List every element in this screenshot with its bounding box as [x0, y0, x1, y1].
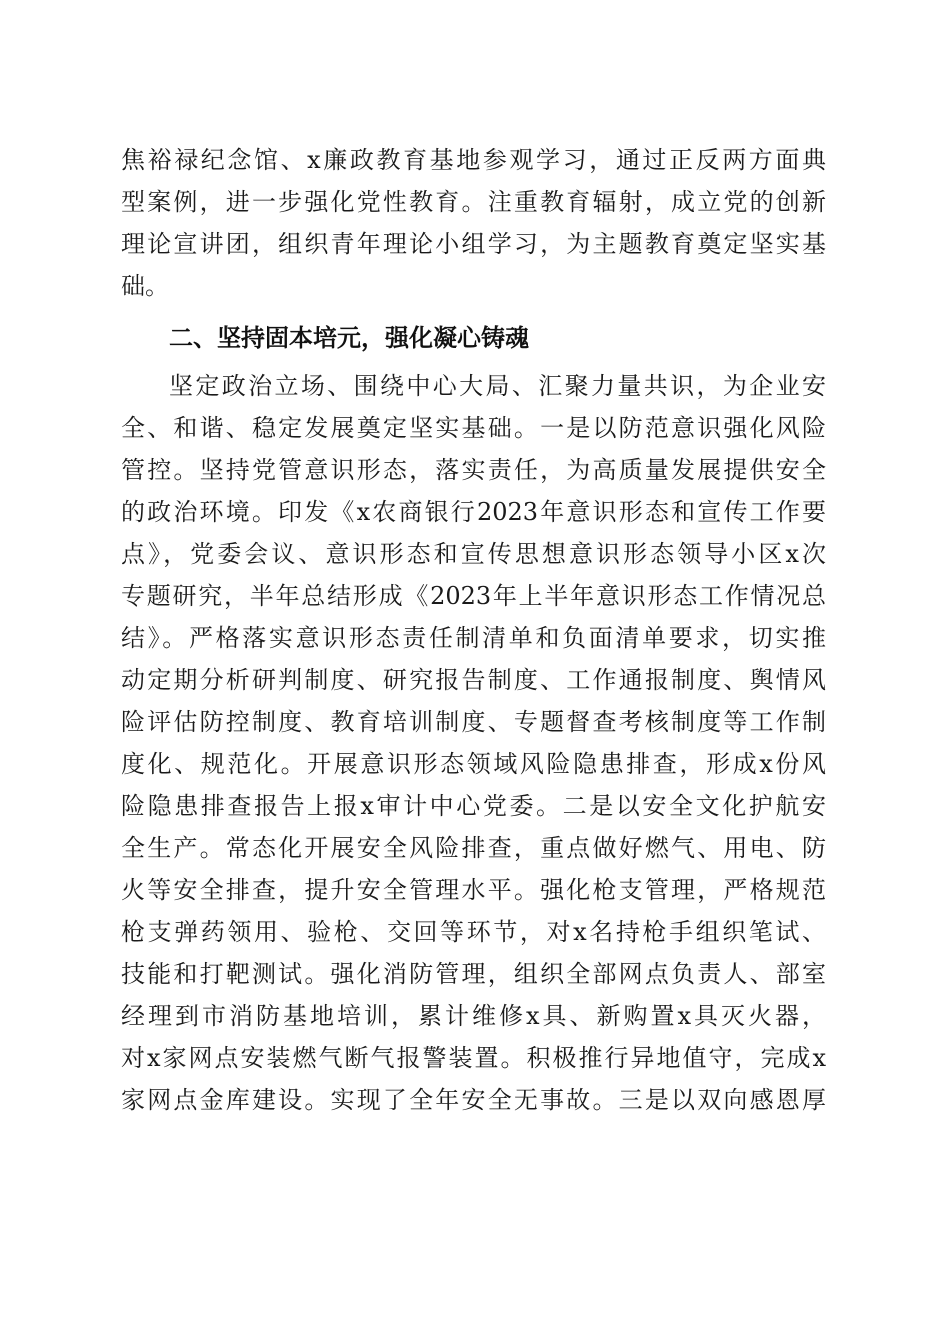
text-line: 全生产。常态化开展安全风险排查，重点做好燃气、用电、防 [121, 834, 826, 862]
text-line: 经理到市消防基地培训，累计维修x具、新购置x具灭火器， [121, 1002, 826, 1030]
text-line: 险隐患排查报告上报x审计中心党委。二是以安全文化护航安 [121, 792, 826, 820]
text-line: 的政治环境。印发《x农商银行2023年意识形态和宣传工作要 [121, 498, 826, 526]
text-line: 点》，党委会议、意识形态和宣传思想意识形态领导小区x次 [121, 540, 826, 568]
text-line: 结》。严格落实意识形态责任制清单和负面清单要求，切实推 [121, 624, 826, 652]
text-line: 家网点金库建设。实现了全年安全无事故。三是以双向感恩厚 [121, 1086, 826, 1114]
text-line: 型案例，进一步强化党性教育。注重教育辐射，成立党的创新 [121, 188, 826, 216]
text-line: 焦裕禄纪念馆、x廉政教育基地参观学习，通过正反两方面典 [121, 146, 826, 174]
text-line: 度化、规范化。开展意识形态领域风险隐患排查，形成x份风 [121, 750, 826, 778]
text-line: 火等安全排查，提升安全管理水平。强化枪支管理，严格规范 [121, 876, 826, 904]
text-line: 坚定政治立场、围绕中心大局、汇聚力量共识，为企业安 [169, 372, 826, 400]
text-line: 全、和谐、稳定发展奠定坚实基础。一是以防范意识强化风险 [121, 414, 826, 442]
text-line: 技能和打靶测试。强化消防管理，组织全部网点负责人、部室 [121, 960, 826, 988]
text-line: 专题研究，半年总结形成《2023年上半年意识形态工作情况总 [121, 582, 826, 610]
section-heading: 二、坚持固本培元，强化凝心铸魂 [169, 324, 529, 352]
text-line: 管控。坚持党管意识形态，落实责任，为高质量发展提供安全 [121, 456, 826, 484]
text-line: 对x家网点安装燃气断气报警装置。积极推行异地值守，完成x [121, 1044, 826, 1072]
text-line: 动定期分析研判制度、研究报告制度、工作通报制度、舆情风 [121, 666, 826, 694]
text-line: 础。 [121, 272, 169, 300]
text-line: 枪支弹药领用、验枪、交回等环节，对x名持枪手组织笔试、 [121, 918, 826, 946]
text-line: 险评估防控制度、教育培训制度、专题督查考核制度等工作制 [121, 708, 826, 736]
text-line: 理论宣讲团，组织青年理论小组学习，为主题教育奠定坚实基 [121, 230, 826, 258]
